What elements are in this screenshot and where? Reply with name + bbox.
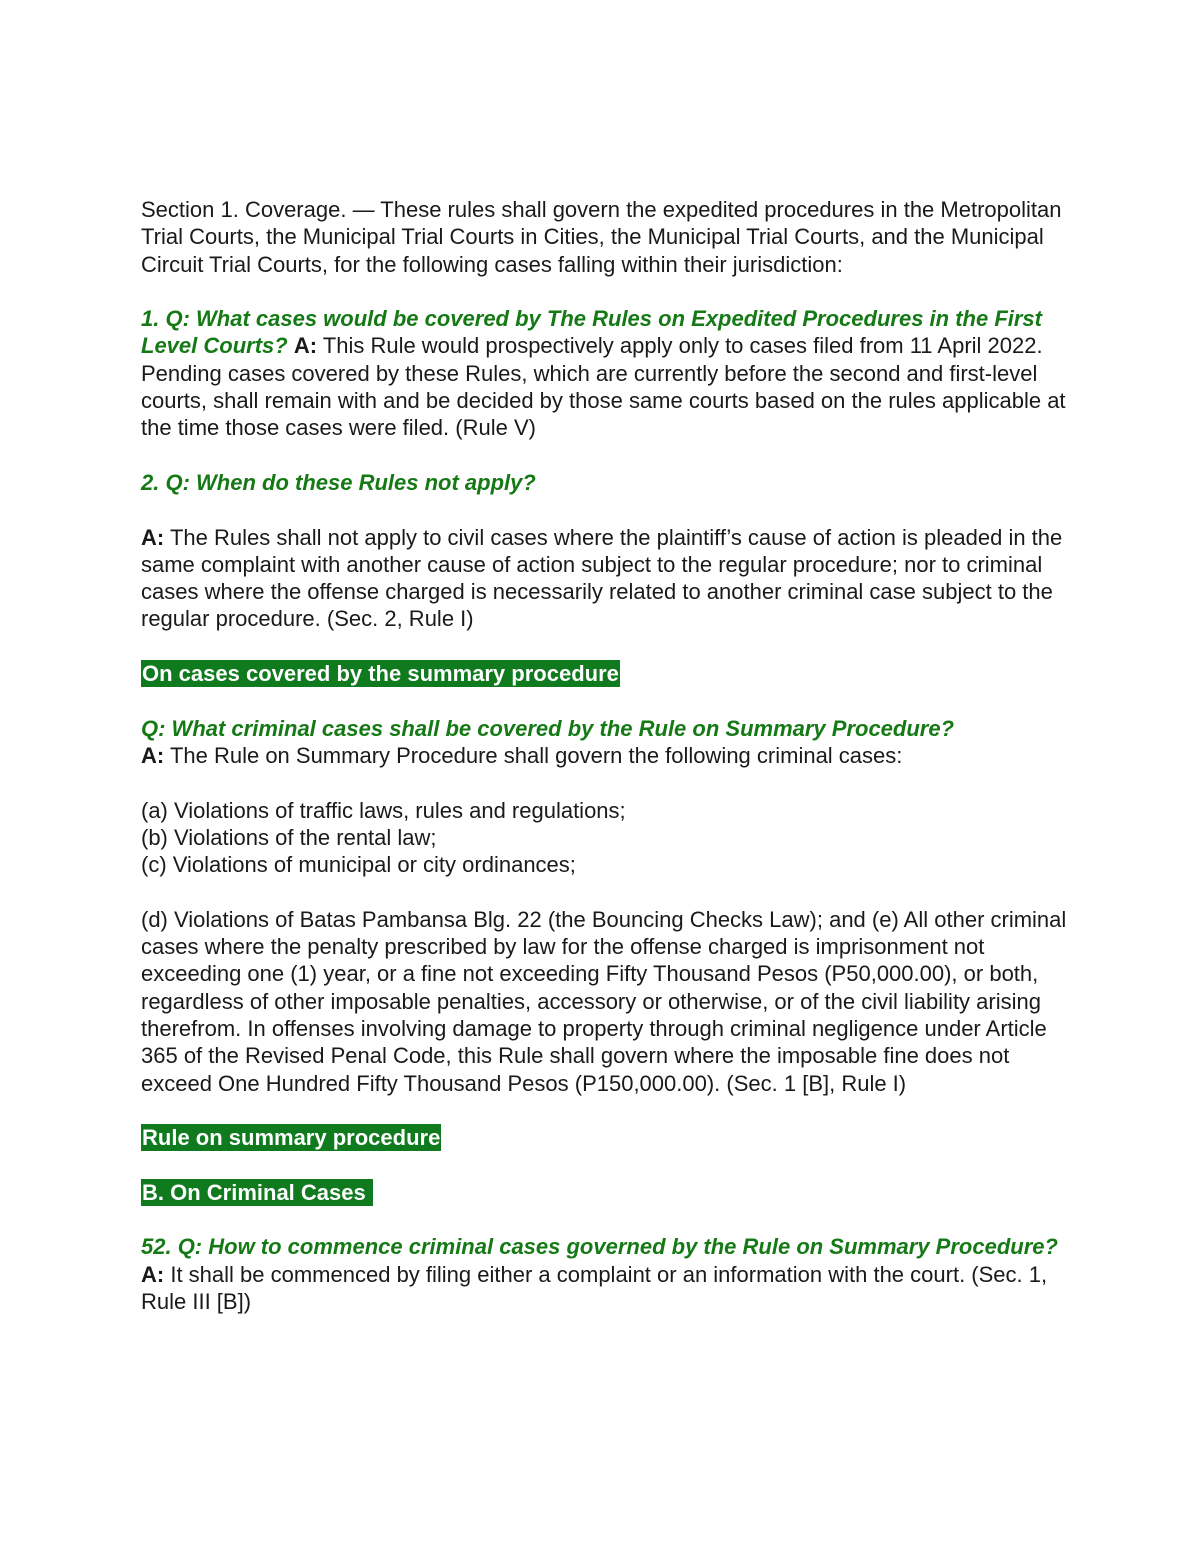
spacer bbox=[141, 687, 1071, 714]
list-item-c: (c) Violations of municipal or city ordinances; bbox=[141, 852, 576, 878]
question-criminal-cases bbox=[141, 715, 1071, 742]
spacer bbox=[141, 1206, 1071, 1233]
spacer bbox=[141, 1097, 1071, 1124]
banner-rule-row bbox=[141, 1124, 1071, 1151]
answer-52: It shall be commenced by filing either a complaint or an information with the court. (Sec. 1, Rule III [B]) bbox=[141, 1261, 1048, 1314]
banner-criminal-row bbox=[141, 1179, 1071, 1206]
answer-label: A: bbox=[293, 333, 318, 359]
answer-label: A: bbox=[141, 742, 165, 768]
question-2-text: 2. Q: When do these Rules not apply? bbox=[141, 469, 536, 495]
banner-rule-summary: Rule on summary procedure bbox=[142, 1125, 441, 1151]
banner-cases-covered: On cases covered by the summary procedure bbox=[142, 661, 619, 687]
qa-1 bbox=[141, 305, 1071, 441]
banner-criminal-cases: B. On Criminal Cases bbox=[142, 1179, 372, 1205]
question-52-text: 52. Q: How to commence criminal cases governed by the Rule on Summary Procedure? bbox=[141, 1234, 1058, 1260]
answer-label: A: bbox=[141, 524, 165, 550]
answer-criminal: The Rule on Summary Procedure shall govern the following criminal cases: bbox=[169, 742, 903, 768]
spacer bbox=[141, 278, 1071, 305]
list-item-d: (d) Violations of Batas Pambansa Blg. 22 (the Bouncing Checks Law); and (e) All other criminal cases where the penalty prescribed by law for the offense charged is imprisonment not exceeding one (1) year, or a fine not exceeding Fifty Thousand Pesos (P50,000.00), or both, regardless of other imposable penalties, accessory or otherwise, or of the civil liability arising therefrom. In offenses involving damage to property through criminal negligence under Article 365 of the Revised Penal Code, this Rule shall govern where the imposable fine does not exceed One Hundred Fifty Thousand Pesos (P150,000.00). (Sec. 1 [B], Rule I) bbox=[141, 906, 1067, 1096]
answer-label: A: bbox=[141, 1261, 165, 1287]
spacer bbox=[141, 633, 1071, 660]
spacer bbox=[141, 496, 1071, 523]
answer-criminal-paragraph bbox=[141, 742, 1071, 769]
spacer bbox=[141, 442, 1071, 469]
banner-cases-covered-row bbox=[141, 660, 1071, 687]
list-item-a: (a) Violations of traffic laws, rules and regulations; bbox=[141, 797, 626, 823]
answer-2-paragraph bbox=[141, 524, 1071, 633]
section-1-coverage: Section 1. Coverage. — These rules shall govern the expedited procedures in the Metropolitan Trial Courts, the Municipal Trial Courts in Cities, the Municipal Trial Courts, and the Municipal Circuit Trial Courts, for the following cases falling within their jurisdiction: bbox=[141, 197, 1062, 277]
question-1: 1. Q: What cases would be covered by The Rules on Expedited Procedures in the First Level Courts? bbox=[141, 306, 1042, 359]
question-2 bbox=[141, 469, 1071, 496]
answer-52-paragraph bbox=[141, 1261, 1071, 1316]
spacer bbox=[141, 878, 1071, 905]
document-page bbox=[141, 196, 1071, 1315]
answer-2: The Rules shall not apply to civil cases where the plaintiff’s cause of action is pleaded in the same complaint with another cause of action subject to the regular procedure; nor to criminal cases where the offense charged is necessarily related to another criminal case subject to the regular procedure. (Sec. 2, Rule I) bbox=[141, 524, 1063, 632]
list-item-b: (b) Violations of the rental law; bbox=[141, 824, 437, 850]
answer-1: This Rule would prospectively apply only to cases filed from 11 April 2022. Pending cases covered by these Rules, which are currently before the second and first-level courts, shall remain with and be decided by those same courts based on the rules applicable at the time those cases were filed. (Rule V) bbox=[141, 333, 1066, 441]
question-52 bbox=[141, 1233, 1071, 1260]
question-criminal-text: Q: What criminal cases shall be covered by the Rule on Summary Procedure? bbox=[141, 715, 955, 741]
spacer bbox=[141, 1151, 1071, 1178]
spacer bbox=[141, 769, 1071, 796]
